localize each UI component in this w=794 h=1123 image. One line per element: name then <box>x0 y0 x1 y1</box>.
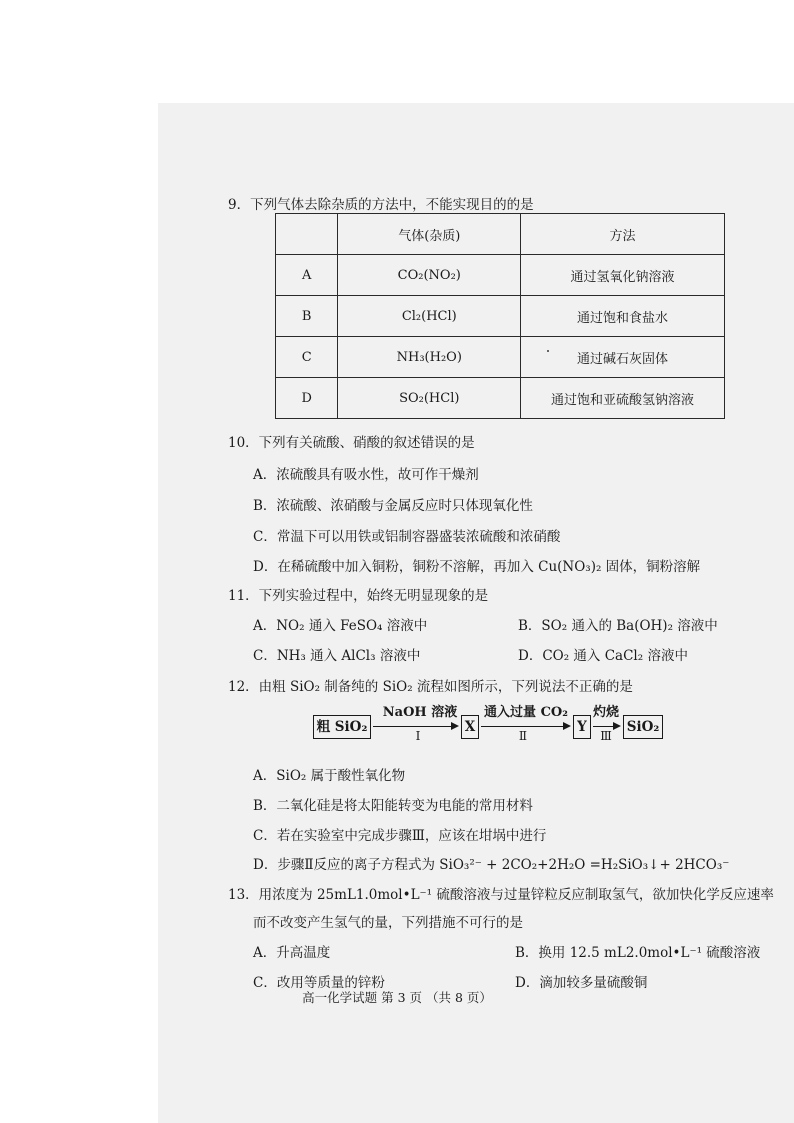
flow-start-box: 粗 SiO₂ <box>313 715 371 739</box>
sio2-process-flow <box>313 707 673 747</box>
impurity-table <box>275 213 725 419</box>
table-row <box>276 337 725 378</box>
question-13-option-d: D．滴加较多量硫酸铜 <box>515 975 648 991</box>
scan-speck <box>547 350 549 352</box>
question-13-option-c: C．改用等质量的锌粉 <box>253 975 385 991</box>
arrow-right-icon <box>563 722 571 730</box>
question-12-stem: 12．由粗 SiO₂ 制备纯的 SiO₂ 流程如图所示，下列说法不正确的是 <box>228 679 633 695</box>
flow-step2-number: Ⅱ <box>518 729 528 743</box>
question-12-option-a: A．SiO₂ 属于酸性氧化物 <box>253 768 406 784</box>
table-header-cell <box>276 214 338 255</box>
table-header-cell: 气体(杂质) <box>338 214 521 255</box>
flow-arrow-1 <box>373 726 453 727</box>
arrow-right-icon <box>451 722 459 730</box>
table-cell: C <box>276 337 338 378</box>
question-10-option-b: B．浓硫酸、浓硝酸与金属反应时只体现氧化性 <box>253 498 533 514</box>
table-cell: CO₂(NO₂) <box>338 255 521 296</box>
table-row <box>276 255 725 296</box>
flow-step3-reagent: 灼烧 <box>592 705 619 720</box>
question-10-stem: 10．下列有关硫酸、硝酸的叙述错误的是 <box>228 435 475 451</box>
table-row <box>276 378 725 419</box>
table-cell: 通过饱和食盐水 <box>521 296 725 337</box>
table-cell: Cl₂(HCl) <box>338 296 521 337</box>
flow-intermediate-y: Y <box>573 715 591 739</box>
question-10-option-c: C．常温下可以用铁或铝制容器盛装浓硫酸和浓硝酸 <box>253 529 561 545</box>
question-11-option-d: D．CO₂ 通入 CaCl₂ 溶液中 <box>518 648 688 664</box>
question-12-option-c: C．若在实验室中完成步骤Ⅲ，应该在坩埚中进行 <box>253 828 547 844</box>
question-10-option-d: D．在稀硫酸中加入铜粉，铜粉不溶解，再加入 Cu(NO₃)₂ 固体，铜粉溶解 <box>253 559 701 575</box>
flow-end-box: SiO₂ <box>623 715 663 739</box>
table-header-cell: 方法 <box>521 214 725 255</box>
table-cell: NH₃(H₂O) <box>338 337 521 378</box>
flow-step3-number: Ⅲ <box>600 729 612 743</box>
flow-arrow-2 <box>481 726 565 727</box>
table-cell: A <box>276 255 338 296</box>
question-10-option-a: A．浓硫酸具有吸水性，故可作干燥剂 <box>253 467 479 483</box>
table-cell: SO₂(HCl) <box>338 378 521 419</box>
table-header-row <box>276 214 725 255</box>
flow-intermediate-x: X <box>461 715 479 739</box>
question-13-stem-line1: 13．用浓度为 25mL1.0mol•L⁻¹ 硫酸溶液与过量锌粒反应制取氢气，欲加快化学反应速率 <box>228 887 774 903</box>
table-row <box>276 296 725 337</box>
question-12-option-d: D．步骤Ⅱ反应的离子方程式为 SiO₃²⁻ + 2CO₂+2H₂O =H₂SiO₃↓+ 2HCO₃⁻ <box>253 857 730 873</box>
flow-step1-reagent: NaOH 溶液 <box>382 705 458 720</box>
question-11-option-b: B．SO₂ 通入的 Ba(OH)₂ 溶液中 <box>518 618 718 634</box>
question-11-option-a: A．NO₂ 通入 FeSO₄ 溶液中 <box>253 618 428 634</box>
question-11-stem: 11．下列实验过程中，始终无明显现象的是 <box>228 588 489 604</box>
question-13-option-a: A．升高温度 <box>253 945 331 961</box>
table-cell: 通过氢氧化钠溶液 <box>521 255 725 296</box>
question-12-option-b: B．二氧化硅是将太阳能转变为电能的常用材料 <box>253 798 533 814</box>
table-cell: 通过碱石灰固体 <box>521 337 725 378</box>
table-cell: D <box>276 378 338 419</box>
question-9-stem: 9．下列气体去除杂质的方法中，不能实现目的的是 <box>228 197 534 213</box>
flow-step1-number: Ⅰ <box>415 729 421 743</box>
page-footer: 高一化学试题 第 3 页 （共 8 页） <box>302 990 492 1005</box>
flow-arrow-3 <box>593 726 615 727</box>
question-13-stem-line2: 而不改变产生氢气的量，下列措施不可行的是 <box>253 915 523 931</box>
table-cell: 通过饱和亚硫酸氢钠溶液 <box>521 378 725 419</box>
flow-step2-reagent: 通入过量 CO₂ <box>484 705 568 720</box>
question-13-option-b: B．换用 12.5 mL2.0mol•L⁻¹ 硫酸溶液 <box>515 945 761 961</box>
question-11-option-c: C．NH₃ 通入 AlCl₃ 溶液中 <box>253 648 421 664</box>
table-cell: B <box>276 296 338 337</box>
